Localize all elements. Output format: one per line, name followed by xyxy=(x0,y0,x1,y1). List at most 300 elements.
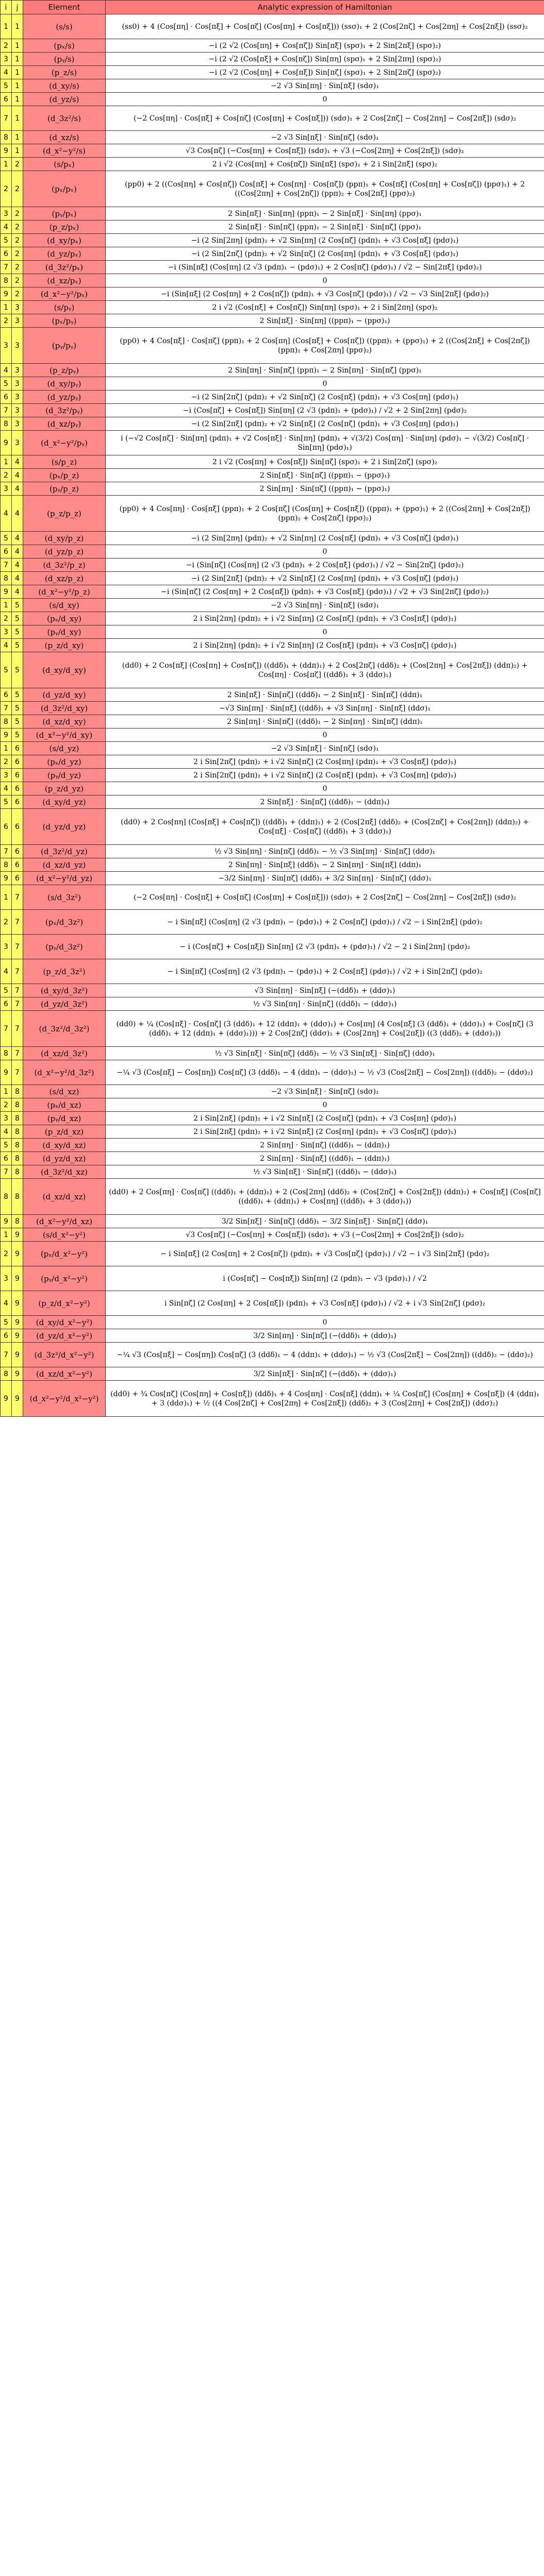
row-element: (d_yz/d_xz) xyxy=(23,1152,106,1165)
row-j: 1 xyxy=(12,39,23,53)
row-expression: 2 Sin[πη] · Sin[πζ] ((ddδ)₁ − 2 Sin[πη] · Sin[πζ] (ddπ)₁ xyxy=(106,715,544,728)
row-j: 9 xyxy=(12,1228,23,1242)
row-element: (d_3z²/d_xy) xyxy=(23,702,106,715)
row-i: 8 xyxy=(1,131,12,144)
row-expression: −i (2 Sin[2πξ] (pdπ)₂ + √2 Sin[πξ] (2 Cos[πζ] (pdπ)₁ + √3 Cos[πη] (pdσ)₁) xyxy=(106,417,544,431)
row-i: 6 xyxy=(1,1329,12,1343)
row-expression: 2 i √2 (Cos[πη] + Cos[πξ]) Sin[πζ] (spσ)₁ + 2 i Sin[2πζ] (spσ)₂ xyxy=(106,455,544,469)
row-expression: 2 Sin[πξ] · Sin[πζ] (ppπ)₁ − 2 Sin[πξ] · Sin[πζ] (ppσ)₁ xyxy=(106,221,544,234)
row-j: 2 xyxy=(12,221,23,234)
row-i: 7 xyxy=(1,106,12,131)
row-expression: 2 Sin[πξ] · Sin[πη] (ppπ)₁ − 2 Sin[πξ] · Sin[πη] (ppσ)₁ xyxy=(106,207,544,221)
table-row xyxy=(1,234,544,247)
row-j: 3 xyxy=(12,391,23,404)
row-i: 1 xyxy=(1,742,12,755)
row-i: 6 xyxy=(1,247,12,261)
table-row xyxy=(1,1165,544,1179)
table-row xyxy=(1,1047,544,1060)
row-i: 4 xyxy=(1,1125,12,1139)
row-element: (d_xz/d_xz) xyxy=(23,1179,106,1215)
row-j: 7 xyxy=(12,910,23,935)
row-element: (d_3z²/pᵧ) xyxy=(23,404,106,417)
row-i: 6 xyxy=(1,391,12,404)
table-row xyxy=(1,755,544,769)
row-j: 8 xyxy=(12,1179,23,1215)
table-row xyxy=(1,1343,544,1367)
row-j: 4 xyxy=(12,572,23,585)
row-expression: 2 i Sin[2πζ] (pdπ)₂ + i √2 Sin[πζ] (2 Cos[πξ] (pdπ)₁ + √3 Cos[πη] (pdσ)₁) xyxy=(106,769,544,782)
row-element: (pₓ/d_3z²) xyxy=(23,910,106,935)
row-element: (d_3z²/d_x²−y²) xyxy=(23,1343,106,1367)
row-j: 8 xyxy=(12,1215,23,1228)
row-element: (s/s) xyxy=(23,14,106,39)
row-expression: 2 Sin[πη] · Sin[πξ] ((ddδ)₁ − (ddπ)₁) xyxy=(106,1152,544,1165)
table-row xyxy=(1,261,544,274)
row-expression: (dd0) + ¾ Cos[πζ] (Cos[πη] + Cos[πξ]) (ddδ)₁ + 4 Cos[πη] · Cos[πξ] (ddπ)₁ + ¼ Cos[πζ] (Cos[πη] + Cos[πξ]) (4 (ddπ)₁ + 3 (ddσ)₁) + ½ ((4 Cos[2πζ] + Cos[2πη] + Cos[2πξ]) (ddδ)₂ + 3 (Cos[2πη] + Cos[2πξ]) (ddσ)₂) xyxy=(106,1381,544,1417)
table-row xyxy=(1,585,544,599)
row-element: (d_xy/d_x²−y²) xyxy=(23,1316,106,1329)
table-row xyxy=(1,377,544,391)
table-row xyxy=(1,625,544,639)
row-j: 6 xyxy=(12,858,23,872)
row-i: 4 xyxy=(1,496,12,532)
row-element: (d_xy/pᵧ) xyxy=(23,377,106,391)
table-row xyxy=(1,328,544,364)
row-expression: 0 xyxy=(106,545,544,558)
row-expression: (pp0) + 4 Cos[πξ] · Cos[πζ] (ppπ)₁ + 2 Cos[πη] (Cos[πξ] + Cos[πζ]) ((ppπ)₁ + (ppσ)₁) + 2 ((Cos[2πξ] + Cos[2πζ]) (ppπ)₂ + Cos[2πη] (ppσ)₂) xyxy=(106,328,544,364)
table-row xyxy=(1,652,544,688)
row-expression: −i (2 √2 (Cos[πη] + Cos[πξ]) Sin[πζ] (spσ)₁ + 2 Sin[2πζ] (spσ)₂) xyxy=(106,66,544,79)
row-expression: −¼ √3 (Cos[πξ] − Cos[πη]) Cos[πζ] (3 (ddδ)₁ − 4 (ddπ)₁ + (ddσ)₁) − ½ √3 (Cos[2πξ] − Cos[2πη]) ((ddδ)₂ − (ddσ)₂) xyxy=(106,1343,544,1367)
row-i: 7 xyxy=(1,261,12,274)
row-j: 2 xyxy=(12,207,23,221)
row-j: 5 xyxy=(12,715,23,728)
row-i: 5 xyxy=(1,795,12,809)
row-expression: −i (Sin[πξ] (2 Cos[πη] + 2 Cos[πζ]) (pdπ)₁ + √3 Cos[πζ] (pdσ)₁) / √2 − √3 Sin[2πξ] (pdσ)₂) xyxy=(106,287,544,301)
table-row xyxy=(1,885,544,910)
row-j: 7 xyxy=(12,1011,23,1047)
row-expression: −¼ √3 (Cos[πξ] − Cos[πη]) Cos[πζ] (3 (ddδ)₁ − 4 (ddπ)₁ − (ddσ)₁) − ½ √3 (Cos[2πξ] − Cos[2πη]) ((ddδ)₂ − (ddσ)₂) xyxy=(106,1060,544,1085)
row-element: (p_z/pᵧ) xyxy=(23,364,106,377)
row-expression: 0 xyxy=(106,1316,544,1329)
table-row xyxy=(1,959,544,984)
row-element: (pₓ/d_x²−y²) xyxy=(23,1242,106,1266)
table-row xyxy=(1,997,544,1011)
row-expression: 2 Sin[πξ] · Sin[πζ] ((ddδ)₁ − 2 Sin[πξ] · Sin[πζ] (ddπ)₁ xyxy=(106,688,544,702)
row-i: 1 xyxy=(1,1085,12,1098)
row-element: (d_yz/d_xy) xyxy=(23,688,106,702)
table-row xyxy=(1,910,544,935)
table-row xyxy=(1,872,544,885)
row-i: 9 xyxy=(1,728,12,742)
row-i: 9 xyxy=(1,144,12,158)
row-element: (pᵧ/d_x²−y²) xyxy=(23,1266,106,1291)
row-j: 2 xyxy=(12,158,23,171)
header-element: Element xyxy=(23,1,106,14)
row-expression: ½ √3 Sin[πξ] · Sin[πζ] ((ddδ)₁ − (ddσ)₁) xyxy=(106,1165,544,1179)
row-expression: −2 √3 Sin[πη] · Sin[πξ] (sdσ)₁ xyxy=(106,599,544,612)
row-element: (pᵧ/p_z) xyxy=(23,482,106,496)
row-j: 6 xyxy=(12,769,23,782)
row-expression: −2 √3 Sin[πξ] · Sin[πζ] (sdσ)₁ xyxy=(106,131,544,144)
row-j: 1 xyxy=(12,93,23,106)
row-expression: −i (2 √2 (Cos[πη] + Cos[πζ]) Sin[πξ] (spσ)₁ + 2 Sin[2πξ] (spσ)₂) xyxy=(106,39,544,53)
row-j: 3 xyxy=(12,377,23,391)
row-i: 4 xyxy=(1,782,12,795)
row-j: 1 xyxy=(12,131,23,144)
row-j: 9 xyxy=(12,1367,23,1381)
row-i: 1 xyxy=(1,599,12,612)
row-element: (p_z/p_z) xyxy=(23,496,106,532)
table-row xyxy=(1,1179,544,1215)
row-i: 1 xyxy=(1,455,12,469)
table-row xyxy=(1,1011,544,1047)
row-element: (d_xz/pₓ) xyxy=(23,274,106,287)
row-expression: −i (Sin[πζ] (2 Cos[πη] + 2 Cos[πξ]) (pdπ)₁ + √3 Cos[πξ] (pdσ)₁) / √2 + √3 Sin[2πζ] (pdσ)₂) xyxy=(106,585,544,599)
row-expression: (dd0) + 2 Cos[πη] (Cos[πξ] + Cos[πζ]) ((ddδ)₁ + (ddπ)₁) + 2 (Cos[2πξ] (ddδ)₂ + (Cos[2πζ] + Cos[2πη]) (ddπ)₂) + Cos[πξ] · Cos[πζ] ((ddδ)₁ + 3 (ddσ)₁) xyxy=(106,809,544,845)
row-expression: √3 Sin[πη] · Sin[πξ] (−(ddδ)₁ + (ddσ)₁) xyxy=(106,984,544,997)
row-element: (d_xz/p_z) xyxy=(23,572,106,585)
row-expression: 3/2 Sin[πξ] · Sin[πζ] (ddδ)₁ − 3/2 Sin[πξ] · Sin[πζ] (ddσ)₁ xyxy=(106,1215,544,1228)
row-element: (s/pᵧ) xyxy=(23,301,106,314)
row-element: (d_x²−y²/p_z) xyxy=(23,585,106,599)
row-i: 3 xyxy=(1,207,12,221)
row-i: 1 xyxy=(1,14,12,39)
row-j: 7 xyxy=(12,1060,23,1085)
row-expression: √3 Cos[πζ] (−Cos[πη] + Cos[πξ]) (sdσ)₁ + √3 (−Cos[2πη] + Cos[2πξ]) (sdσ)₂ xyxy=(106,144,544,158)
table-row xyxy=(1,39,544,53)
row-i: 6 xyxy=(1,688,12,702)
row-j: 6 xyxy=(12,795,23,809)
row-expression: −2 √3 Sin[πξ] · Sin[πζ] (sdσ)₁ xyxy=(106,1085,544,1098)
row-i: 2 xyxy=(1,171,12,207)
row-j: 5 xyxy=(12,599,23,612)
table-row xyxy=(1,1266,544,1291)
row-j: 5 xyxy=(12,688,23,702)
row-element: (p_z/d_xy) xyxy=(23,639,106,652)
row-j: 4 xyxy=(12,532,23,545)
table-row xyxy=(1,728,544,742)
table-row xyxy=(1,572,544,585)
table-row xyxy=(1,482,544,496)
row-expression: (−2 Cos[πη] · Cos[πξ] + Cos[πζ] (Cos[πη] + Cos[πξ])) (sdσ)₁ + 2 Cos[2πζ] − Cos[2πη] − Cos[2πξ]) (sdσ)₂ xyxy=(106,885,544,910)
table-row xyxy=(1,1215,544,1228)
table-row xyxy=(1,469,544,482)
table-row xyxy=(1,158,544,171)
row-i: 2 xyxy=(1,314,12,328)
row-element: (p_z/d_yz) xyxy=(23,782,106,795)
row-j: 9 xyxy=(12,1381,23,1417)
row-j: 3 xyxy=(12,364,23,377)
row-j: 5 xyxy=(12,652,23,688)
row-expression: − i Sin[πζ] (Cos[πη] (2 √3 (pdπ)₁ − (pdσ)₁) + 2 Cos[πξ] (pdσ)₁) / √2 + i Sin[2πζ] (pdσ)₂ xyxy=(106,959,544,984)
row-j: 4 xyxy=(12,585,23,599)
table-row xyxy=(1,417,544,431)
row-element: (d_xy/p_z) xyxy=(23,532,106,545)
table-row xyxy=(1,301,544,314)
row-i: 8 xyxy=(1,1367,12,1381)
table-row xyxy=(1,532,544,545)
row-j: 9 xyxy=(12,1266,23,1291)
row-j: 5 xyxy=(12,728,23,742)
row-expression: 2 i Sin[2πξ] (pdπ)₂ + i √2 Sin[πξ] (2 Cos[πη] (pdπ)₁ + √3 Cos[πζ] (pdσ)₁) xyxy=(106,1125,544,1139)
row-j: 9 xyxy=(12,1316,23,1329)
row-i: 3 xyxy=(1,625,12,639)
table-row xyxy=(1,795,544,809)
row-i: 4 xyxy=(1,364,12,377)
table-row xyxy=(1,1367,544,1381)
row-j: 2 xyxy=(12,274,23,287)
row-expression: − i Sin[πξ] (Cos[πη] (2 √3 (pdπ)₁ − (pdσ)₁) + 2 Cos[πζ] (pdσ)₁) / √2 − i Sin[2πξ] (pdσ)₂ xyxy=(106,910,544,935)
row-element: (d_yz/pₓ) xyxy=(23,247,106,261)
row-j: 7 xyxy=(12,959,23,984)
row-i: 7 xyxy=(1,845,12,858)
row-expression: −i (2 Sin[2πη] (pdπ)₂ + √2 Sin[πη] (2 Cos[πζ] (pdπ)₁ + √3 Cos[πξ] (pdσ)₁) xyxy=(106,234,544,247)
row-expression: (dd0) + 2 Cos[πξ] (Cos[πη] + Cos[πζ]) ((ddδ)₁ + (ddπ)₁) + 2 Cos[2πζ] (ddδ)₂ + (Cos[2πη] + Cos[2πξ]) (ddπ)₂) + Cos[πη] · Cos[πζ] ((ddδ)₁ + 3 (ddσ)₁) xyxy=(106,652,544,688)
row-i: 5 xyxy=(1,234,12,247)
row-expression: 0 xyxy=(106,93,544,106)
table-row xyxy=(1,79,544,93)
row-element: (d_3z²/s) xyxy=(23,106,106,131)
row-expression: ½ √3 Sin[πη] · Sin[πζ] (ddδ)₁ − ½ √3 Sin[πη] · Sin[πζ] (ddσ)₁ xyxy=(106,845,544,858)
row-i: 3 xyxy=(1,1112,12,1125)
row-i: 8 xyxy=(1,1179,12,1215)
row-j: 3 xyxy=(12,417,23,431)
table-row xyxy=(1,845,544,858)
row-j: 8 xyxy=(12,1125,23,1139)
table-row xyxy=(1,1085,544,1098)
row-i: 2 xyxy=(1,1242,12,1266)
row-i: 2 xyxy=(1,612,12,625)
row-j: 8 xyxy=(12,1139,23,1152)
row-element: (d_x²−y²/d_3z²) xyxy=(23,1060,106,1085)
table-row xyxy=(1,144,544,158)
row-element: (d_x²−y²/s) xyxy=(23,144,106,158)
row-expression: i Sin[πζ] (2 Cos[πη] + 2 Cos[πξ]) (pdπ)₁ + √3 Cos[πξ] (pdσ)₁) / √2 + i √3 Sin[2πζ] (pdσ)₂ xyxy=(106,1291,544,1316)
table-row xyxy=(1,1098,544,1112)
row-j: 2 xyxy=(12,171,23,207)
row-expression: (−2 Cos[πη] · Cos[πξ] + Cos[πζ] (Cos[πη] + Cos[πξ])) (sdσ)₁ + 2 Cos[2πζ] − Cos[2πη] − Cos[2πξ]) (sdσ)₂ xyxy=(106,106,544,131)
row-expression: 2 Sin[πη] · Sin[πζ] ((ppπ)₁ − (ppσ)₁) xyxy=(106,482,544,496)
row-i: 7 xyxy=(1,702,12,715)
row-j: 7 xyxy=(12,1047,23,1060)
row-j: 7 xyxy=(12,997,23,1011)
row-i: 2 xyxy=(1,1098,12,1112)
row-i: 1 xyxy=(1,301,12,314)
row-element: (d_x²−y²/d_xz) xyxy=(23,1215,106,1228)
row-expression: −3/2 Sin[πη] · Sin[πζ] (ddδ)₁ + 3/2 Sin[πη] · Sin[πζ] (ddσ)₁ xyxy=(106,872,544,885)
table-row xyxy=(1,1329,544,1343)
row-element: (d_xy/d_yz) xyxy=(23,795,106,809)
row-element: (p_z/s) xyxy=(23,66,106,79)
row-i: 3 xyxy=(1,769,12,782)
row-j: 9 xyxy=(12,1329,23,1343)
row-i: 3 xyxy=(1,53,12,66)
row-expression: 2 i √2 (Cos[πξ] + Cos[πζ]) Sin[πη] (spσ)₁ + 2 i Sin[2πη] (spσ)₂ xyxy=(106,301,544,314)
row-element: (pₓ/d_xz) xyxy=(23,1098,106,1112)
row-j: 4 xyxy=(12,545,23,558)
table-row xyxy=(1,93,544,106)
row-expression: − i Sin[πξ] (2 Cos[πη] + 2 Cos[πζ]) (pdπ)₁ + √3 Cos[πζ] (pdσ)₁) / √2 − i √3 Sin[2πξ] (pdσ)₂ xyxy=(106,1242,544,1266)
row-expression: ½ √3 Sin[πξ] · Sin[πζ] (ddδ)₁ − ½ √3 Sin[πξ] · Sin[πζ] (ddσ)₁ xyxy=(106,1047,544,1060)
row-i: 5 xyxy=(1,1316,12,1329)
row-j: 5 xyxy=(12,639,23,652)
row-j: 3 xyxy=(12,328,23,364)
row-i: 5 xyxy=(1,1139,12,1152)
row-i: 9 xyxy=(1,1215,12,1228)
row-element: (pᵧ/d_3z²) xyxy=(23,935,106,959)
row-expression: −i (2 Sin[2πξ] (pdπ)₂ + √2 Sin[πξ] (2 Cos[πη] (pdπ)₁ + √3 Cos[πζ] (pdσ)₁) xyxy=(106,572,544,585)
row-element: (s/d_xz) xyxy=(23,1085,106,1098)
row-j: 7 xyxy=(12,984,23,997)
row-element: (d_x²−y²/d_yz) xyxy=(23,872,106,885)
row-i: 8 xyxy=(1,858,12,872)
row-i: 2 xyxy=(1,39,12,53)
row-i: 5 xyxy=(1,377,12,391)
row-j: 7 xyxy=(12,885,23,910)
row-expression: 0 xyxy=(106,377,544,391)
table-row xyxy=(1,106,544,131)
row-i: 9 xyxy=(1,431,12,455)
row-element: (d_xy/d_xy) xyxy=(23,652,106,688)
row-element: (pₓ/s) xyxy=(23,39,106,53)
row-j: 9 xyxy=(12,1343,23,1367)
row-expression: 2 Sin[πη] · Sin[πζ] ((ddδ)₁ − (ddπ)₁) xyxy=(106,1139,544,1152)
row-j: 4 xyxy=(12,455,23,469)
row-expression: 0 xyxy=(106,728,544,742)
row-j: 4 xyxy=(12,482,23,496)
table-row xyxy=(1,53,544,66)
row-element: (pᵧ/d_yz) xyxy=(23,769,106,782)
table-row xyxy=(1,247,544,261)
row-i: 3 xyxy=(1,328,12,364)
row-j: 6 xyxy=(12,782,23,795)
table-row xyxy=(1,599,544,612)
row-j: 6 xyxy=(12,809,23,845)
row-element: (s/d_3z²) xyxy=(23,885,106,910)
row-element: (s/d_xy) xyxy=(23,599,106,612)
row-j: 7 xyxy=(12,935,23,959)
row-i: 2 xyxy=(1,755,12,769)
row-element: (d_xy/d_xz) xyxy=(23,1139,106,1152)
row-i: 6 xyxy=(1,1152,12,1165)
row-expression: 2 i Sin[2πξ] (pdπ)₂ + i √2 Sin[πξ] (2 Cos[πζ] (pdπ)₁ + √3 Cos[πη] (pdσ)₁) xyxy=(106,1112,544,1125)
table-row xyxy=(1,1060,544,1085)
row-i: 8 xyxy=(1,274,12,287)
row-i: 3 xyxy=(1,1266,12,1291)
row-element: (d_yz/pᵧ) xyxy=(23,391,106,404)
table-row xyxy=(1,702,544,715)
table-row xyxy=(1,314,544,328)
row-i: 2 xyxy=(1,469,12,482)
row-j: 9 xyxy=(12,1291,23,1316)
row-i: 7 xyxy=(1,1165,12,1179)
row-i: 1 xyxy=(1,885,12,910)
row-expression: −i (2 √2 (Cos[πξ] + Cos[πζ]) Sin[πη] (spσ)₁ + 2 Sin[2πη] (spσ)₂) xyxy=(106,53,544,66)
header-row xyxy=(1,1,544,14)
row-element: (pᵧ/d_xy) xyxy=(23,625,106,639)
row-i: 3 xyxy=(1,935,12,959)
row-expression: i (−√2 Cos[πζ] · Sin[πη] (pdπ)₁ + √2 Cos[πξ] · Sin[πη] (pdπ)₁ + √(3/2) Cos[πη] · Sin[πη] (pdσ)₁ − √(3/2) Cos[πζ] · Sin[πη] (pdσ)₁) xyxy=(106,431,544,455)
table-row xyxy=(1,715,544,728)
row-expression: i (Cos[πζ] − Cos[πξ]) Sin[πη] (2 (pdπ)₁ − √3 (pdσ)₁) / √2 xyxy=(106,1266,544,1291)
table-row xyxy=(1,769,544,782)
row-element: (d_xz/d_yz) xyxy=(23,858,106,872)
row-i: 5 xyxy=(1,652,12,688)
row-element: (d_yz/d_3z²) xyxy=(23,997,106,1011)
row-j: 6 xyxy=(12,755,23,769)
row-j: 6 xyxy=(12,845,23,858)
row-element: (p_z/d_x²−y²) xyxy=(23,1291,106,1316)
row-i: 4 xyxy=(1,1291,12,1316)
row-expression: 2 Sin[πη] · Sin[πζ] (ppπ)₁ − 2 Sin[πη] · Sin[πζ] (ppσ)₁ xyxy=(106,364,544,377)
table-row xyxy=(1,1242,544,1266)
row-expression: −2 √3 Sin[πξ] · Sin[πζ] (sdσ)₁ xyxy=(106,742,544,755)
row-i: 2 xyxy=(1,910,12,935)
row-j: 1 xyxy=(12,14,23,39)
row-expression: (dd0) + 2 Cos[πη] · Cos[πζ] ((ddδ)₁ + (ddπ)₁) + 2 (Cos[2πη] (ddδ)₂ + (Cos[2πζ] + Cos[2πξ]) (ddπ)₂) + Cos[πξ] (Cos[πζ] ((ddδ)₁ + (ddπ)₁) + Cos[πη] ((ddδ)₁ + 3 (ddσ)₁)) xyxy=(106,1179,544,1215)
row-element: (d_x²−y²/d_xy) xyxy=(23,728,106,742)
row-i: 3 xyxy=(1,482,12,496)
row-i: 1 xyxy=(1,1228,12,1242)
table-row xyxy=(1,431,544,455)
row-element: (p_z/pₓ) xyxy=(23,221,106,234)
row-i: 6 xyxy=(1,545,12,558)
row-element: (d_x²−y²/d_x²−y²) xyxy=(23,1381,106,1417)
row-i: 8 xyxy=(1,715,12,728)
table-row xyxy=(1,782,544,795)
row-i: 4 xyxy=(1,66,12,79)
table-row xyxy=(1,14,544,39)
table-row xyxy=(1,558,544,572)
table-body xyxy=(1,14,544,1417)
row-expression: 2 i √2 (Cos[πη] + Cos[πζ]) Sin[πξ] (spσ)₁ + 2 i Sin[2πξ] (spσ)₂ xyxy=(106,158,544,171)
row-element: (pₓ/pₓ) xyxy=(23,171,106,207)
row-i: 7 xyxy=(1,558,12,572)
table-row xyxy=(1,1139,544,1152)
row-j: 8 xyxy=(12,1152,23,1165)
row-j: 6 xyxy=(12,742,23,755)
row-j: 4 xyxy=(12,469,23,482)
row-i: 9 xyxy=(1,1381,12,1417)
table-row xyxy=(1,545,544,558)
row-element: (d_xz/d_xy) xyxy=(23,715,106,728)
table-row xyxy=(1,1125,544,1139)
row-expression: √3 Cos[πζ] (−Cos[πη] + Cos[πξ]) (sdσ)₁ + √3 (−Cos[2πη] + Cos[2πξ]) (sdσ)₂ xyxy=(106,1228,544,1242)
row-j: 3 xyxy=(12,431,23,455)
row-element: (d_xy/pₓ) xyxy=(23,234,106,247)
row-element: (s/d_yz) xyxy=(23,742,106,755)
row-j: 1 xyxy=(12,106,23,131)
header-j: j xyxy=(12,1,23,14)
row-j: 1 xyxy=(12,53,23,66)
row-expression: 0 xyxy=(106,782,544,795)
row-element: (pₓ/p_z) xyxy=(23,469,106,482)
row-j: 2 xyxy=(12,247,23,261)
table-row xyxy=(1,984,544,997)
row-element: (pₓ/pᵧ) xyxy=(23,314,106,328)
row-i: 8 xyxy=(1,572,12,585)
row-expression: −i (Sin[πζ] (Cos[πη] (2 √3 (pdπ)₁ + 2 Cos[πξ] (pdσ)₁) / √2 − Sin[2πζ] (pdσ)₂) xyxy=(106,558,544,572)
row-i: 1 xyxy=(1,158,12,171)
row-element: (d_yz/d_yz) xyxy=(23,809,106,845)
row-expression: −2 √3 Sin[πη] · Sin[πξ] (sdσ)₁ xyxy=(106,79,544,93)
row-expression: −i (2 Sin[2πη] (pdπ)₂ + √2 Sin[πη] (2 Cos[πξ] (pdπ)₁ + √3 Cos[πζ] (pdσ)₁) xyxy=(106,532,544,545)
row-element: (d_yz/d_x²−y²) xyxy=(23,1329,106,1343)
row-expression: (pp0) + 2 ((Cos[πη] + Cos[πζ]) Cos[πξ] + Cos[πη] · Cos[πζ]) (ppπ)₁ + Cos[πξ] (Cos[πη] + Cos[πζ]) (ppσ)₁) + 2 ((Cos[2πη] + Cos[2πζ]) (ppπ)₂ + Cos[2πξ] (ppσ)₂) xyxy=(106,171,544,207)
row-element: (pₓ/d_xy) xyxy=(23,612,106,625)
row-element: (d_x²−y²/pᵧ) xyxy=(23,431,106,455)
